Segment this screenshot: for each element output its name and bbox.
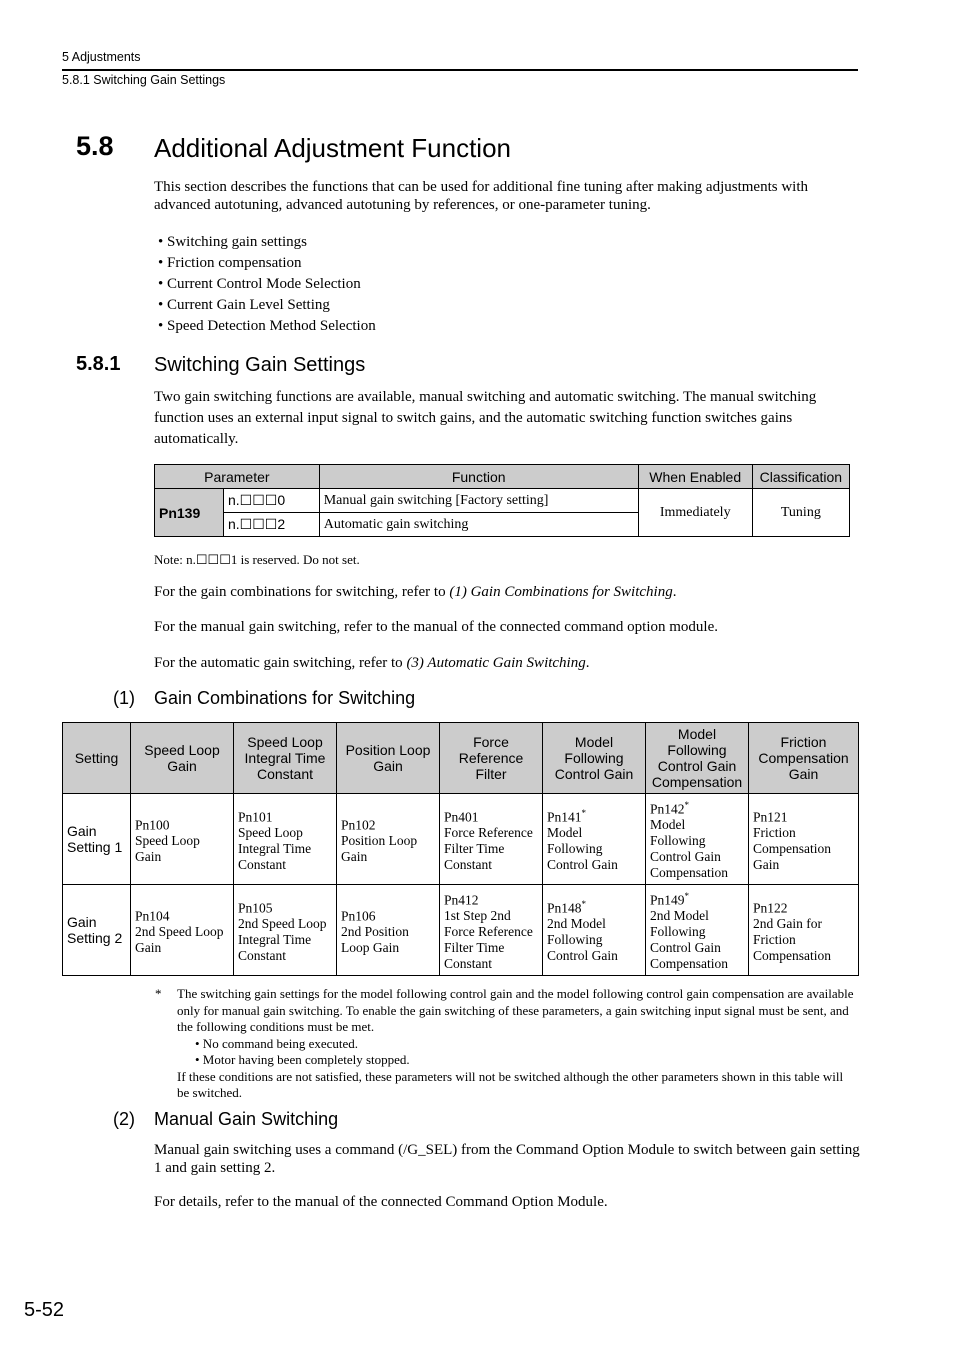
parameter-number: Pn142* [650,799,690,817]
parameter-number: Pn100 [135,817,170,833]
table-cell [543,794,646,885]
gain-setting-label: Gain Setting 2 [63,885,131,976]
reference-paragraph: For the manual gain switching, refer to the manual of the connected command option module. [154,619,719,635]
parameter-description: Model Following Control Gain [547,825,618,873]
cross-reference: (3) Automatic Gain Switching [406,655,586,671]
table-row [63,794,859,885]
parameter-number: Pn106 [341,908,376,924]
parameter-description: Speed Loop Gain [135,833,200,865]
table-header: When Enabled [638,465,752,489]
parameter-function: Manual gain switching [Factory setting] [319,489,638,513]
reference-paragraph [154,655,589,673]
parameter-number: Pn412 [444,892,479,908]
page-number: 5-52 [24,1299,65,1321]
table-header: Model Following Control Gain Compensation [646,723,749,794]
parameter-number: Pn105 [238,900,273,916]
table-cell [131,794,234,885]
table-header: Position Loop Gain [337,723,440,794]
reference-end: . [672,584,677,600]
section-title: Additional Adjustment Function [154,133,511,163]
subsection-number: 5.8.1 [76,353,121,375]
list-item: • Switching gain settings [158,234,307,250]
cross-reference: (1) Gain Combinations for Switching [449,584,673,600]
parameter-setting: n.☐☐☐2 [224,513,320,537]
parameter-description: Position Loop Gain [341,833,418,865]
manual-switching-paragraph: Manual gain switching uses a command (/G_SEL) from the Command Option Module to switch between gain setting 1 and gain setting 2. [154,1142,860,1176]
table-cell [749,794,859,885]
parameter-description: Speed Loop Integral Time Constant [238,825,312,873]
parameter-function: Automatic gain switching [319,513,638,537]
manual-switching-paragraph: For details, refer to the manual of the connected Command Option Module. [154,1194,608,1210]
table-cell [543,885,646,976]
list-item: • Friction compensation [158,255,302,271]
running-header-section: 5.8.1 Switching Gain Settings [62,73,226,87]
subsection-paragraph: Two gain switching functions are available, manual switching and automatic switching. The manual switching function uses an external input signal to switch gains, and the automatic switching function switches gains automatically. [154,389,817,447]
parameter-number: Pn401 [444,809,479,825]
reference-text: For the gain combinations for switching, refer to [154,584,450,600]
parameter-description: 2nd Gain for Friction Compensation [753,916,831,964]
table-header: Force Reference Filter [440,723,543,794]
function-list [158,232,376,337]
parameter-description: Model Following Control Gain Compensation [650,817,728,881]
reference-end: . [585,655,590,671]
footnote-condition: • No command being executed. [195,1035,359,1051]
header-rule [62,69,858,71]
parameter-description: 2nd Speed Loop Integral Time Constant [238,916,327,964]
parameter-number: Pn149* [650,890,690,908]
table-cell [131,885,234,976]
table-header: Parameter [155,465,320,489]
parameter-number: Pn122 [753,900,788,916]
reference-paragraph [154,584,676,602]
heading-title: Gain Combinations for Switching [154,688,416,708]
intro-paragraph: This section describes the functions that can be used for additional fine tuning after making adjustments with advanced autotuning, advanced autotuning by references, or one-parameter tuning. [154,179,809,213]
parameter-number: Pn148* [547,898,587,916]
table-note: Note: n.☐☐☐1 is reserved. Do not set. [154,552,360,567]
table-row [155,489,850,513]
table-header: Setting [63,723,131,794]
table-header: Classification [752,465,849,489]
parameter-table [154,464,850,537]
parameter-number: Pn139 [155,489,224,537]
table-cell [337,885,440,976]
table-header: Friction Compensation Gain [749,723,859,794]
parameter-description: 2nd Speed Loop Gain [135,924,224,956]
table-cell [749,885,859,976]
parameter-description: Force Reference Filter Time Constant [444,825,533,873]
subsection-title: Switching Gain Settings [154,354,366,376]
table-header: Speed Loop Integral Time Constant [234,723,337,794]
parameter-description: 1st Step 2nd Force Reference Filter Time Constant [444,908,533,972]
table-footnote [155,986,857,1102]
table-cell [234,794,337,885]
table-cell [440,794,543,885]
footnote-text: If these conditions are not satisfied, these parameters will not be switched although the other parameters shown in this table will be switched. [177,1068,844,1100]
gain-setting-label: Gain Setting 1 [63,794,131,885]
table-cell [646,794,749,885]
heading-number: (2) [113,1109,135,1129]
parameter-number: Pn101 [238,809,273,825]
when-enabled: Immediately [638,489,752,537]
table-cell [440,885,543,976]
parameter-number: Pn141* [547,807,587,825]
gain-combination-table [62,722,859,976]
parameter-number: Pn104 [135,908,170,924]
heading-number: (1) [113,688,135,708]
parameter-description: 2nd Position Loop Gain [341,924,409,956]
parameter-description: 2nd Model Following Control Gain [547,916,618,964]
parameter-setting: n.☐☐☐0 [224,489,320,513]
classification: Tuning [752,489,849,537]
table-cell [337,794,440,885]
reference-text: For the automatic gain switching, refer to [154,655,407,671]
table-cell [234,885,337,976]
list-item: • Current Control Mode Selection [158,276,361,292]
heading-title: Manual Gain Switching [154,1109,339,1129]
parameter-description: 2nd Model Following Control Gain Compensation [650,908,728,972]
footnote-condition: • Motor having been completely stopped. [195,1052,410,1067]
parameter-description: Friction Compensation Gain [753,825,831,873]
running-header-chapter: 5 Adjustments [62,50,141,64]
list-item: • Speed Detection Method Selection [158,318,376,334]
parameter-number: Pn121 [753,809,788,825]
table-cell [646,885,749,976]
parameter-number: Pn102 [341,817,376,833]
footnote-text: The switching gain settings for the model following control gain and the model following control gain compensation are available only for manual gain switching. To enable the gain switching of these parameters, a gain switching input signal must be sent, and the following conditions must be met. [177,986,854,1034]
table-header: Speed Loop Gain [131,723,234,794]
footnote-mark: * [155,986,162,1001]
table-header: Function [319,465,638,489]
section-number: 5.8 [76,131,114,161]
table-header: Model Following Control Gain [543,723,646,794]
list-item: • Current Gain Level Setting [158,297,330,313]
table-row [63,885,859,976]
